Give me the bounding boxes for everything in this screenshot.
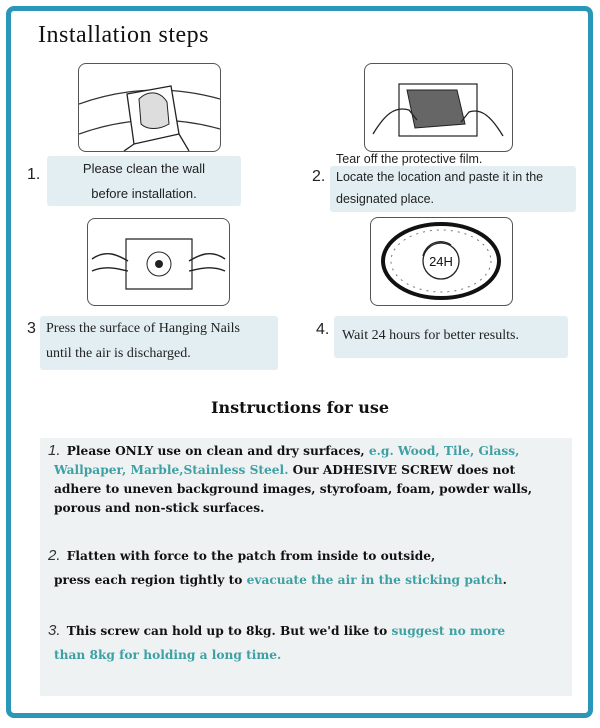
page-title: Installation steps <box>38 22 209 48</box>
step-1-number: 1. <box>27 166 41 183</box>
instruction-2-period: . <box>502 573 507 587</box>
clock-illustration <box>370 217 513 306</box>
step-1-line-2: before installation. <box>91 186 197 201</box>
step-2-number: 2. <box>312 168 326 185</box>
instruction-2-number: 2. <box>48 547 61 564</box>
instruction-1-text-c: adhere to uneven background images, styrofoam, foam, powder walls, <box>54 482 533 496</box>
step-2-caption <box>330 166 576 212</box>
clock-label: 24H <box>429 254 453 269</box>
step-1-line-1: Please clean the wall <box>82 161 206 176</box>
instruction-1-text-a: Please ONLY use on clean and dry surfaces, <box>66 444 369 458</box>
instruction-1-number: 1. <box>48 442 61 459</box>
step-2-line-3: designated place. <box>336 192 434 206</box>
instruction-3 <box>48 619 558 667</box>
instruction-2 <box>48 544 558 592</box>
instruction-3-highlight-b: than 8kg for holding a long time. <box>54 648 282 662</box>
step-4-caption <box>334 316 568 358</box>
step-3-line-2: until the air is discharged. <box>46 346 191 361</box>
instruction-2-highlight: evacuate the air in the sticking patch <box>246 573 503 587</box>
instruction-1 <box>48 441 558 518</box>
step-3-caption <box>40 316 278 370</box>
instruction-3-highlight-a: suggest no more <box>391 624 506 638</box>
step-4-number: 4. <box>316 321 330 338</box>
instruction-2-text-b: press each region tightly to <box>54 573 247 587</box>
instruction-1-materials-a: e.g. Wood, Tile, Glass, <box>368 444 520 458</box>
step-2-line-1: Tear off the protective film. <box>336 152 483 166</box>
step-4-line-1: Wait 24 hours for better results. <box>342 328 519 343</box>
step-3-line-1: Press the surface of Hanging Nails <box>46 321 241 336</box>
peel-film-illustration <box>364 63 513 152</box>
instruction-3-text-a: This screw can hold up to 8kg. But we'd like to <box>66 624 392 638</box>
instruction-1-text-b: Our ADHESIVE SCREW does not <box>288 463 516 477</box>
instruction-2-text-a: Flatten with force to the patch from inside to outside, <box>66 549 436 563</box>
instruction-1-materials-b: Wallpaper, Marble,Stainless Steel. <box>54 463 289 477</box>
press-nail-illustration <box>87 218 230 306</box>
instructions-title: Instructions for use <box>210 398 390 417</box>
instruction-3-number: 3. <box>48 622 61 639</box>
step-2-line-2: Locate the location and paste it in the <box>336 170 544 184</box>
clean-wall-illustration <box>78 63 221 152</box>
instruction-1-text-d: porous and non-stick surfaces. <box>54 501 265 515</box>
step-1-caption <box>47 156 241 206</box>
step-3-number: 3 <box>27 320 36 337</box>
